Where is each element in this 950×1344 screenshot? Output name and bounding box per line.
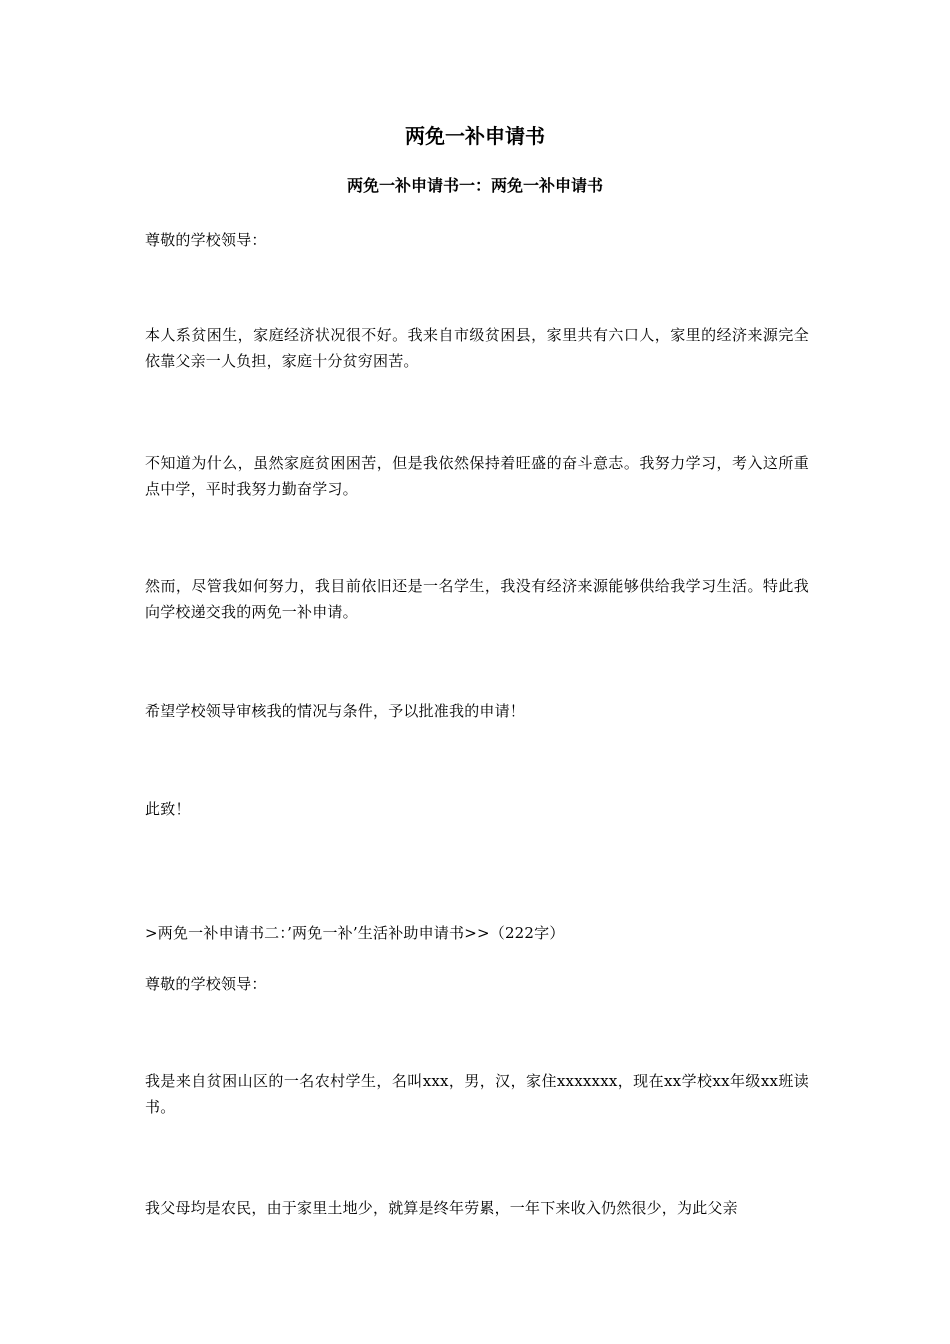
- paragraph-4: 希望学校领导审核我的情况与条件，予以批准我的申请！: [145, 702, 526, 720]
- salutation-1: 尊敬的学校领导：: [145, 231, 267, 249]
- document-subtitle: 两免一补申请书一：两免一补申请书: [346, 176, 603, 195]
- paragraph-1: 本人系贫困生，家庭经济状况很不好。我来自市级贫困县，家里共有六口人，家里的经济来源完全依靠父亲一人负担，家庭十分贫穷困苦。: [145, 326, 809, 370]
- section-heading-2: >两免一补申请书二：’两免一补’生活补助申请书>>（222字）: [145, 924, 565, 942]
- document-title: 两免一补申请书: [405, 124, 545, 148]
- paragraph-2: 不知道为什么，虽然家庭贫困困苦，但是我依然保持着旺盛的奋斗意志。我努力学习，考入这所重点中学，平时我努力勤奋学习。: [145, 454, 809, 498]
- paragraph-5: 我是来自贫困山区的一名农村学生，名叫xxx，男，汉，家住xxxxxxx，现在xx学校xx年级xx班读书。: [145, 1072, 809, 1116]
- paragraph-6: 我父母均是农民，由于家里土地少，就算是终年劳累，一年下来收入仍然很少，为此父亲: [145, 1199, 738, 1217]
- salutation-2: 尊敬的学校领导：: [145, 975, 267, 993]
- paragraph-3: 然而，尽管我如何努力，我目前依旧还是一名学生，我没有经济来源能够供给我学习生活。特此我向学校递交我的两免一补申请。: [145, 577, 809, 621]
- closing-1: 此致！: [145, 800, 191, 818]
